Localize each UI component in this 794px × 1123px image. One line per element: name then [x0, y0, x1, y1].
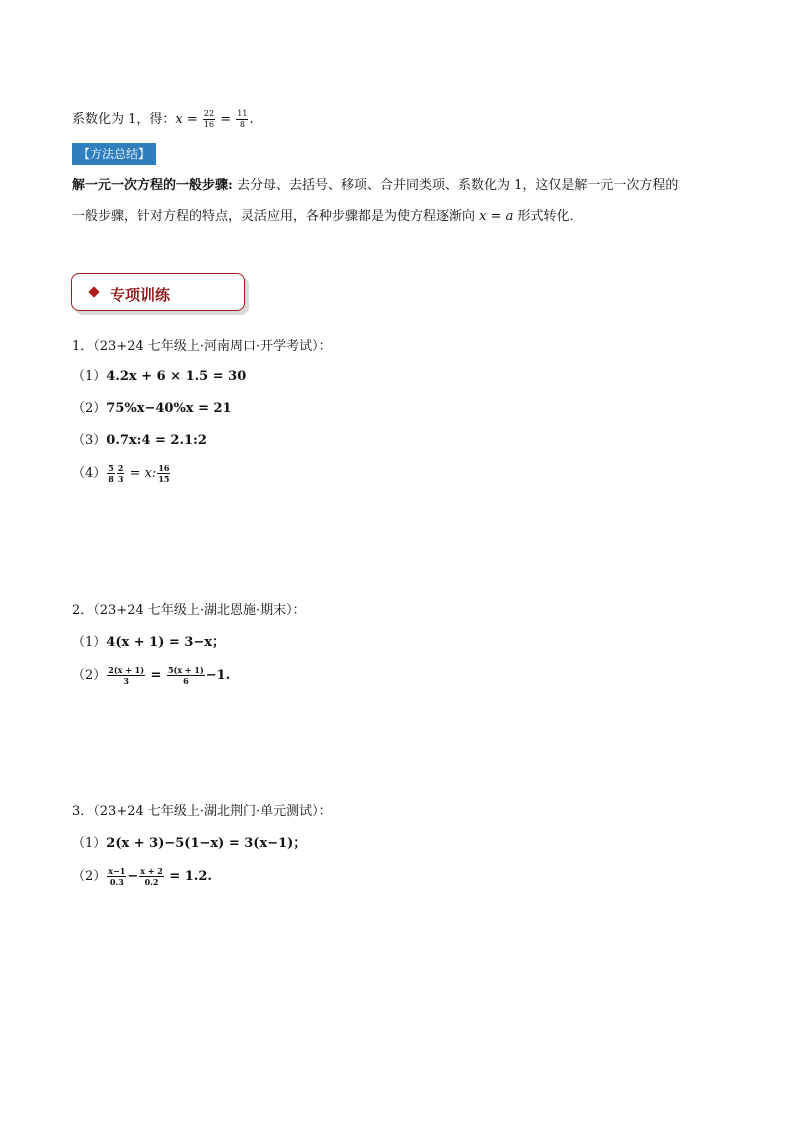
problem-1-item-4: （4） $\frac{5}{8}$ $\frac{2}{3}$ = x: $\frac{16}{15}$: [72, 463, 170, 484]
summary-math: x = a: [475, 209, 518, 224]
summary-line-2: [72, 210, 583, 223]
section-header-box: [71, 273, 245, 311]
problem-1-item-1: （1）4.2x + 6 × 1.5 = 30: [72, 369, 247, 384]
summary-line-2-end: 形式转化．: [517, 209, 583, 224]
problem-2-header: 2．（23+24 七年级上·湖北恩施·期末）：: [72, 603, 306, 618]
intro-text: 系数化为 1，得：: [72, 112, 176, 127]
diamond-icon: [88, 286, 99, 297]
intro-eq-2: =: [216, 112, 236, 127]
problem-1-item-2: （2）75%x−40%x = 21: [72, 401, 232, 416]
intro-frac-2: $\frac{11}{8}$: [237, 109, 248, 129]
method-summary-tag: 【方法总结】: [72, 143, 156, 165]
summary-line-2-text: 一般步骤，针对方程的特点，灵活应用，各种步骤都是为使方程逐渐向: [72, 209, 476, 224]
p3-2-frac-a: $\frac{x-1}{0.3}$: [108, 866, 126, 887]
section-title: 专项训练: [110, 286, 171, 304]
intro-end: .: [249, 112, 254, 127]
summary-line-1: [72, 179, 678, 192]
problem-1-item-3: （3）0.7x:4 = 2.1:2: [72, 433, 207, 448]
problem-1-header: 1．（23+24 七年级上·河南周口·开学考试）：: [72, 339, 332, 354]
p1-4-frac-c: $\frac{16}{15}$: [158, 463, 170, 484]
problem-3-item-2: （2） $\frac{x-1}{0.3}$ − $\frac{x + 2}{0.2}$ = 1.2.: [72, 866, 212, 887]
problem-3-item-1: （1）2(x + 3)−5(1−x) = 3(x−1)；: [72, 836, 307, 851]
p2-2-frac-b: $\frac{5(x + 1)}{6}$: [167, 665, 204, 686]
intro-var: x: [175, 112, 183, 127]
problem-2-item-2: （2） $\frac{2(x + 1)}{3}$ = $\frac{5(x + 1)}{6}$ −1.: [72, 665, 231, 686]
p1-4-frac-b: $\frac{2}{3}$: [117, 463, 124, 484]
p3-2-frac-b: $\frac{x + 2}{0.2}$: [140, 866, 163, 887]
p1-4-frac-a: $\frac{5}{8}$: [108, 463, 114, 484]
problem-3-header: 3．（23+24 七年级上·湖北荆门·单元测试）：: [72, 804, 332, 819]
p2-2-frac-a: $\frac{2(x + 1)}{3}$: [108, 665, 145, 686]
intro-line: [72, 110, 254, 129]
intro-frac-1: $\frac{22}{16}$: [203, 109, 215, 129]
problem-2-item-1: （1）4(x + 1) = 3−x；: [72, 635, 226, 650]
intro-eq: =: [182, 112, 202, 127]
summary-line-1-text: 去分母、去括号、移项、合并同类项、系数化为 1，这仅是解一元一次方程的: [232, 178, 679, 193]
summary-bold-lead: 解一元一次方程的一般步骤:: [72, 178, 233, 193]
